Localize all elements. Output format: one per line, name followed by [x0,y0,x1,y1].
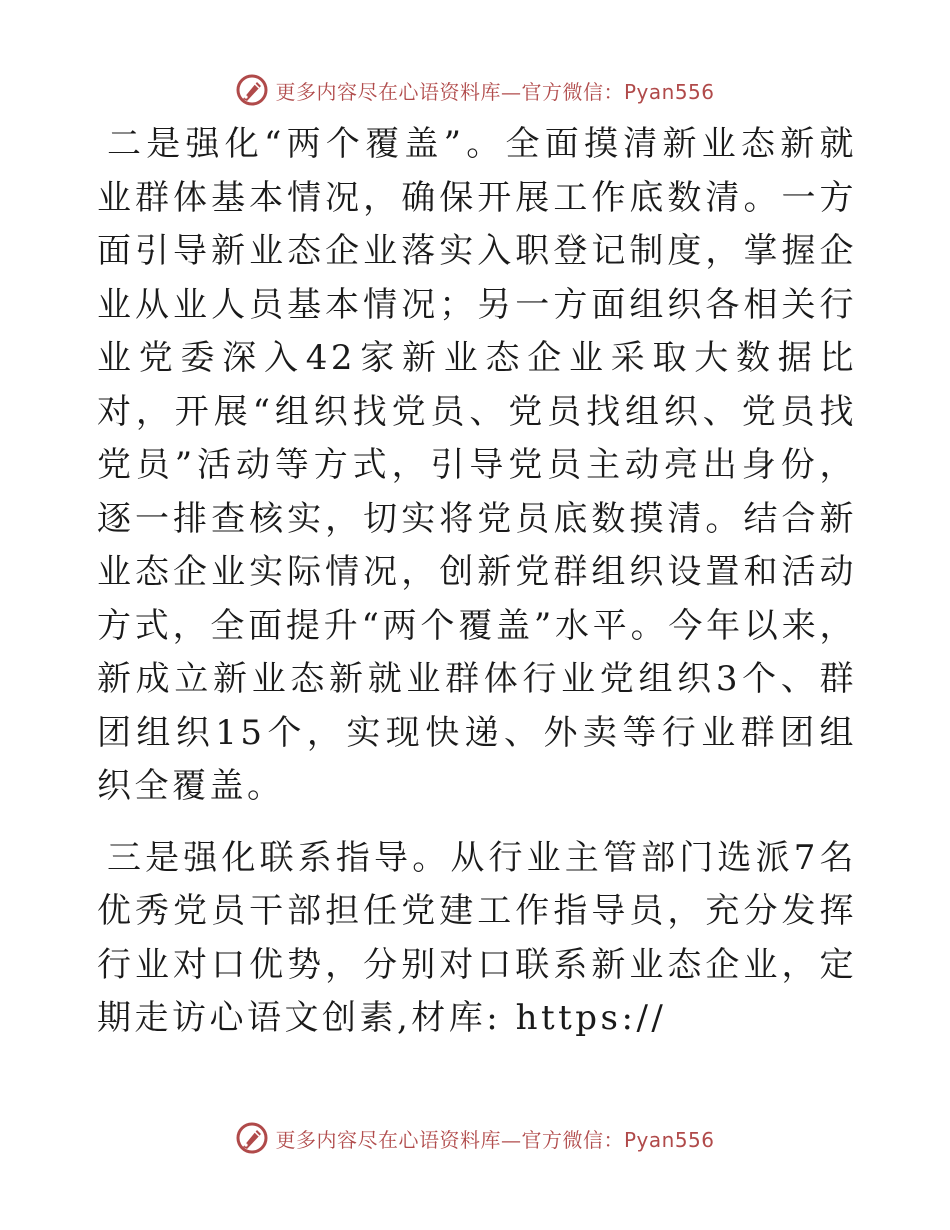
watermark-wechat-id: Pyan556 [623,1127,715,1152]
watermark-header [0,70,950,110]
pen-logo-icon [235,73,269,107]
paragraph-liaison-guidance: 三是强化联系指导。从行业主管部门选派7名优秀党员干部担任党建工作指导员，充分发挥行业对口优势，分别对口联系新业态企业，定期走访心语文创素,材库: https:// [97,837,857,1038]
watermark-text-cn: 更多内容尽在心语资料库—官方微信： [275,1127,624,1152]
watermark-wechat-id: Pyan556 [623,79,715,104]
watermark-text [275,76,714,105]
document-body [97,118,857,1046]
watermark-footer [0,1118,950,1158]
pen-logo-icon [235,1121,269,1155]
watermark-text-cn: 更多内容尽在心语资料库—官方微信： [275,79,624,104]
paragraph-two-coverage: 二是强化“两个覆盖”。全面摸清新业态新就业群体基本情况，确保开展工作底数清。一方面引导新业态企业落实入职登记制度，掌握企业从业人员基本情况；另一方面组织各相关行业党委深入42家新业态企业采取大数据比对，开展“组织找党员、党员找组织、党员找党员”活动等方式，引导党员主动亮出身份，逐一排查核实，切实将党员底数摸清。结合新业态企业实际情况，创新党群组织设置和活动方式，全面提升“两个覆盖”水平。今年以来，新成立新业态新就业群体行业党组织3个、群团组织15个，实现快递、外卖等行业群团组织全覆盖。 [97,124,857,806]
watermark-text [275,1124,714,1153]
